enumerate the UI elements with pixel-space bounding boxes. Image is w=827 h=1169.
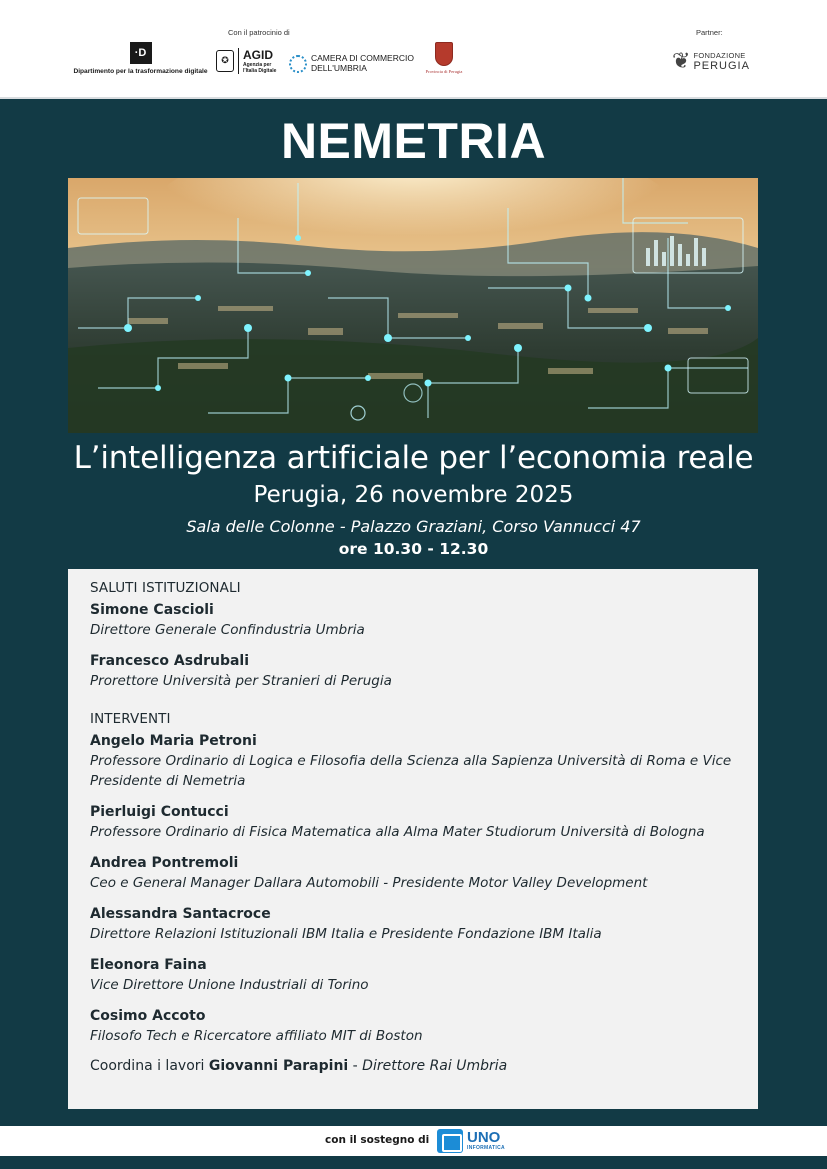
speaker-item	[90, 732, 758, 791]
dtd-mark-icon: ·D	[130, 42, 152, 64]
speaker-name: Eleonora Faina	[90, 957, 207, 973]
speaker-name: Cosimo Accoto	[90, 1008, 206, 1024]
sponsor-label: con il sostegno di	[325, 1134, 430, 1146]
speaker-item	[90, 905, 758, 944]
speaker-name: Pierluigi Contucci	[90, 804, 229, 820]
hero-image	[68, 178, 758, 433]
provincia-logo-text: Provincia di Perugia	[425, 69, 463, 74]
uno-informatica-logo	[437, 1129, 505, 1153]
header-divider	[0, 97, 827, 99]
smart-city-landscape-illustration	[68, 178, 758, 433]
saluti-section-label: SALUTI ISTITUZIONALI	[90, 580, 241, 596]
speaker-role: Filosofo Tech e Ricercatore affiliato MIT di Boston	[90, 1028, 423, 1044]
event-title: NEMETRIA	[280, 113, 547, 169]
interventi-section-label: INTERVENTI	[90, 711, 171, 727]
speaker-name: Angelo Maria Petroni	[90, 733, 257, 749]
patronage-label: Con il patrocinio di	[228, 28, 290, 37]
speaker-name: Simone Cascioli	[90, 602, 214, 618]
speaker-role: Direttore Generale Confindustria Umbria	[90, 622, 365, 638]
speaker-item	[90, 601, 758, 640]
sponsor-name: UNO	[467, 1129, 501, 1146]
agid-name: AGID	[243, 47, 273, 62]
speaker-item	[90, 652, 758, 691]
event-subtitle: L’intelligenza artificiale per l’economia reale	[73, 440, 754, 476]
moderator-name: Giovanni Parapini	[208, 1058, 349, 1074]
partner-label: Partner:	[696, 28, 723, 37]
moderator-separator: -	[348, 1058, 363, 1074]
cciaa-logo-text: CAMERA DI COMMERCIO DELL'UMBRIA	[311, 53, 414, 73]
fondazione-logo-top: FONDAZIONE	[693, 50, 746, 60]
speaker-item	[90, 1007, 758, 1046]
footer-bottom-band	[0, 1156, 827, 1169]
speaker-role: Ceo e General Manager Dallara Automobili - Presidente Motor Valley Development	[90, 875, 648, 891]
griffin-icon: ❦	[672, 48, 691, 73]
program-panel	[68, 569, 758, 1109]
speaker-role: Professore Ordinario di Fisica Matematica alla Alma Mater Studiorum Università di Bologna	[90, 824, 705, 840]
moderator-role: Direttore Rai Umbria	[362, 1058, 508, 1074]
coat-of-arms-icon	[435, 42, 453, 66]
agid-logo	[216, 46, 283, 76]
speaker-name: Alessandra Santacroce	[90, 906, 271, 922]
speaker-item	[90, 854, 758, 893]
cciaa-dots-icon	[289, 55, 307, 73]
speaker-role: Professore Ordinario di Logica e Filosofia della Scienza alla Sapienza Università di Roma e Vice Presidente di Nemetria	[90, 753, 732, 789]
speaker-role: Prorettore Università per Stranieri di Perugia	[90, 673, 392, 689]
camera-commercio-umbria-logo	[289, 54, 421, 73]
provincia-perugia-logo	[424, 42, 464, 74]
header-bar	[0, 0, 827, 97]
speaker-name: Andrea Pontremoli	[90, 855, 239, 871]
speaker-role: Vice Direttore Unione Industriali di Torino	[90, 977, 369, 993]
event-time: ore 10.30 - 12.30	[338, 540, 489, 558]
speaker-item	[90, 803, 758, 842]
uno-informatica-icon	[437, 1129, 463, 1153]
dipartimento-trasformazione-digitale-logo	[68, 42, 213, 78]
agid-subtitle: Agenzia per l'Italia Digitale	[243, 61, 277, 74]
event-date: Perugia, 26 novembre 2025	[253, 482, 574, 508]
dtd-logo-text: Dipartimento per la trasformazione digitale	[73, 68, 208, 75]
moderator-line	[90, 1056, 758, 1076]
event-venue: Sala delle Colonne - Palazzo Graziani, Corso Vannucci 47	[186, 517, 641, 536]
republic-emblem-icon: ✪	[216, 50, 234, 72]
fondazione-perugia-logo	[672, 50, 750, 72]
fondazione-logo-bottom: PERUGIA	[693, 59, 750, 72]
speaker-role: Direttore Relazioni Istituzionali IBM Italia e Presidente Fondazione IBM Italia	[90, 926, 602, 942]
agid-divider	[238, 48, 239, 74]
speaker-name: Francesco Asdrubali	[90, 653, 250, 669]
moderator-prefix: Coordina i lavori	[90, 1058, 209, 1074]
speaker-item	[90, 956, 758, 995]
sponsor-subtitle: INFORMATICA	[467, 1145, 505, 1151]
